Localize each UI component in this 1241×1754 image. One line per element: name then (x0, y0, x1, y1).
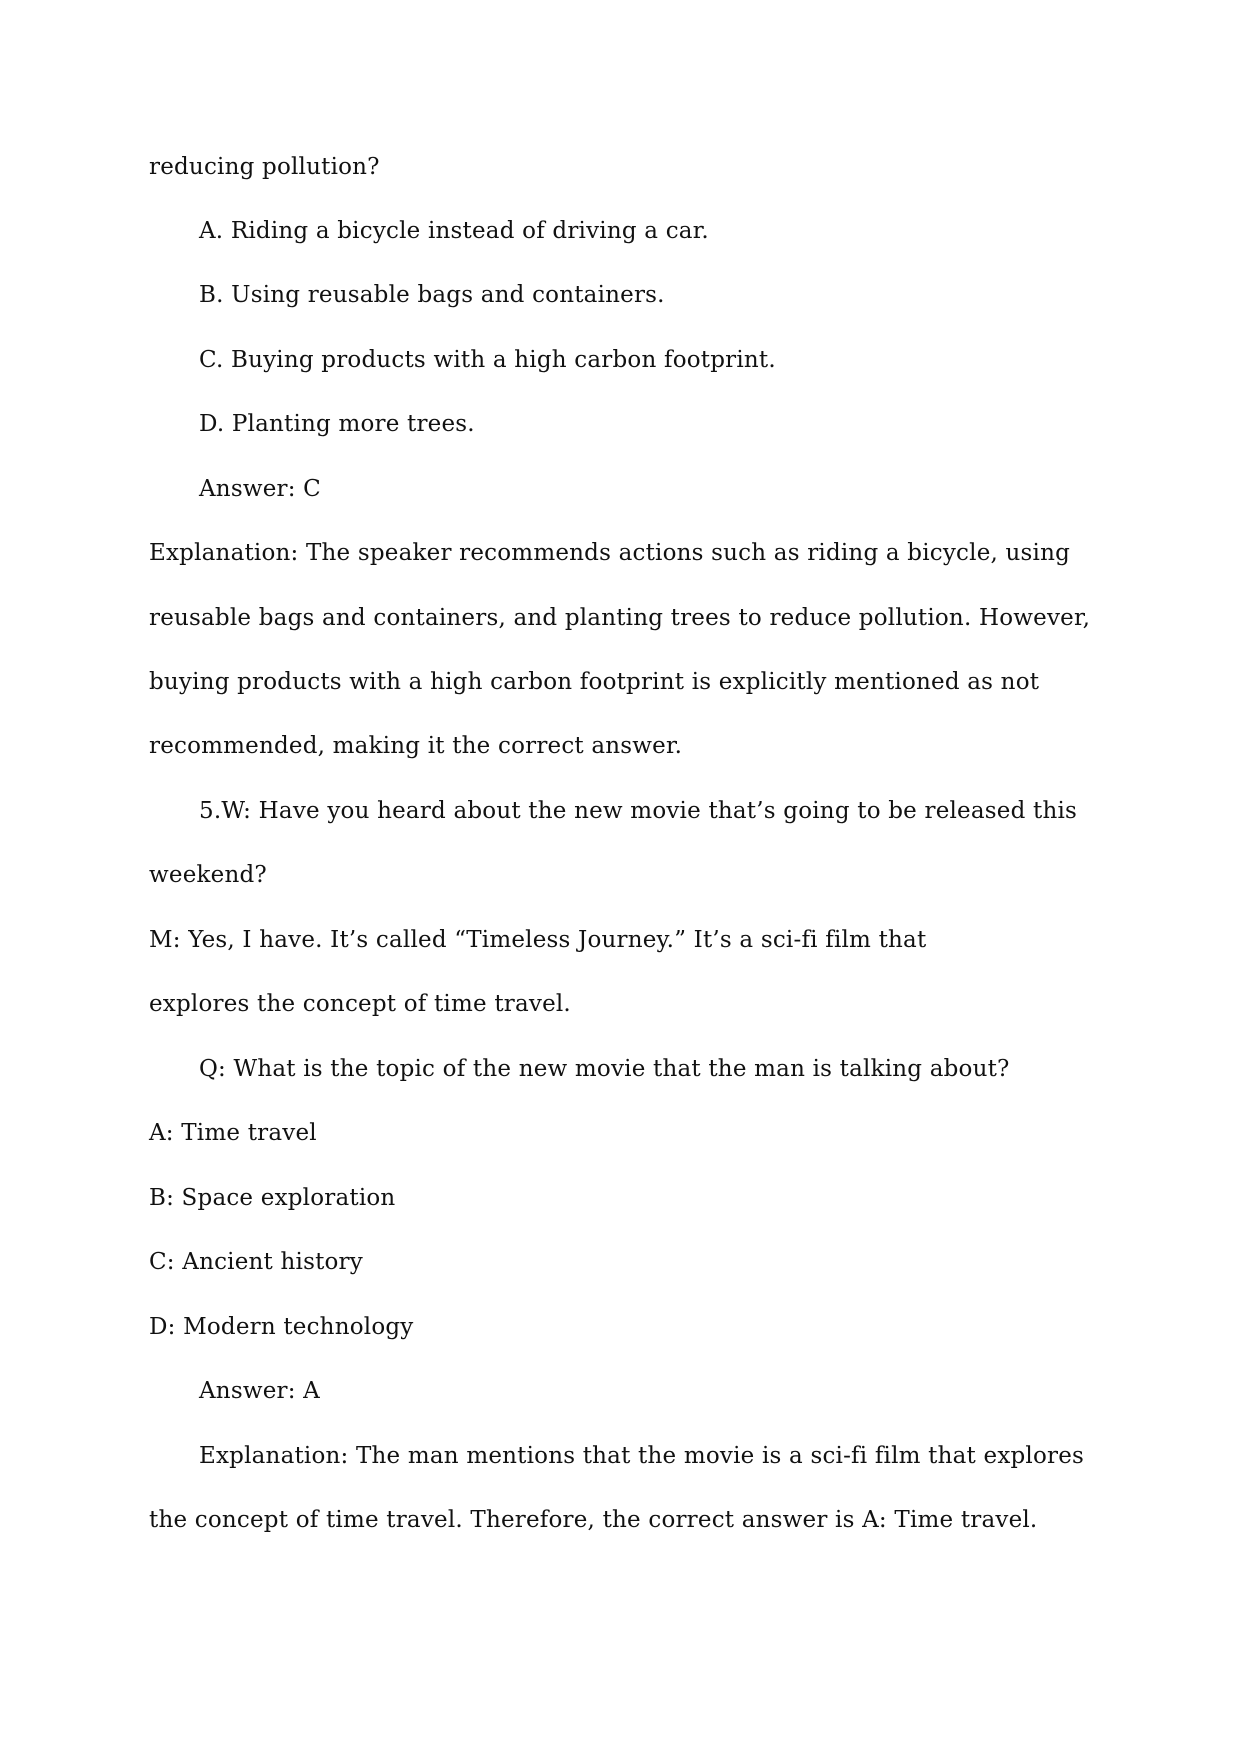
question-continuation: reducing pollution? (149, 154, 380, 180)
option-b: B. Using reusable bags and containers. (199, 282, 665, 308)
explanation-line: buying products with a high carbon footprint is explicitly mentioned as not (149, 669, 1040, 695)
explanation-line: Explanation: The speaker recommends actions such as riding a bicycle, using (149, 540, 1071, 566)
choice-c: C: Ancient history (149, 1249, 363, 1275)
answer-line: Answer: A (199, 1378, 320, 1404)
dialogue-man: M: Yes, I have. It’s called “Timeless Journey.” It’s a sci-fi film that (149, 927, 927, 953)
choice-a: A: Time travel (149, 1120, 317, 1146)
explanation-line: recommended, making it the correct answer. (149, 733, 683, 759)
dialogue-woman-continuation: weekend? (149, 862, 267, 888)
dialogue-man-continuation: explores the concept of time travel. (149, 991, 571, 1017)
choice-b: B: Space exploration (149, 1185, 396, 1211)
answer-line: Answer: C (199, 476, 321, 502)
choice-d: D: Modern technology (149, 1314, 414, 1340)
dialogue-woman: 5.W: Have you heard about the new movie that’s going to be released this (199, 798, 1078, 824)
explanation-line: Explanation: The man mentions that the movie is a sci-fi film that explores (199, 1443, 1085, 1469)
option-a: A. Riding a bicycle instead of driving a car. (199, 218, 709, 244)
option-c: C. Buying products with a high carbon footprint. (199, 347, 776, 373)
question-line: Q: What is the topic of the new movie that the man is talking about? (199, 1056, 1010, 1082)
explanation-line: the concept of time travel. Therefore, the correct answer is A: Time travel. (149, 1507, 1038, 1533)
option-d: D. Planting more trees. (199, 411, 475, 437)
explanation-line: reusable bags and containers, and planting trees to reduce pollution. However, (149, 605, 1091, 631)
